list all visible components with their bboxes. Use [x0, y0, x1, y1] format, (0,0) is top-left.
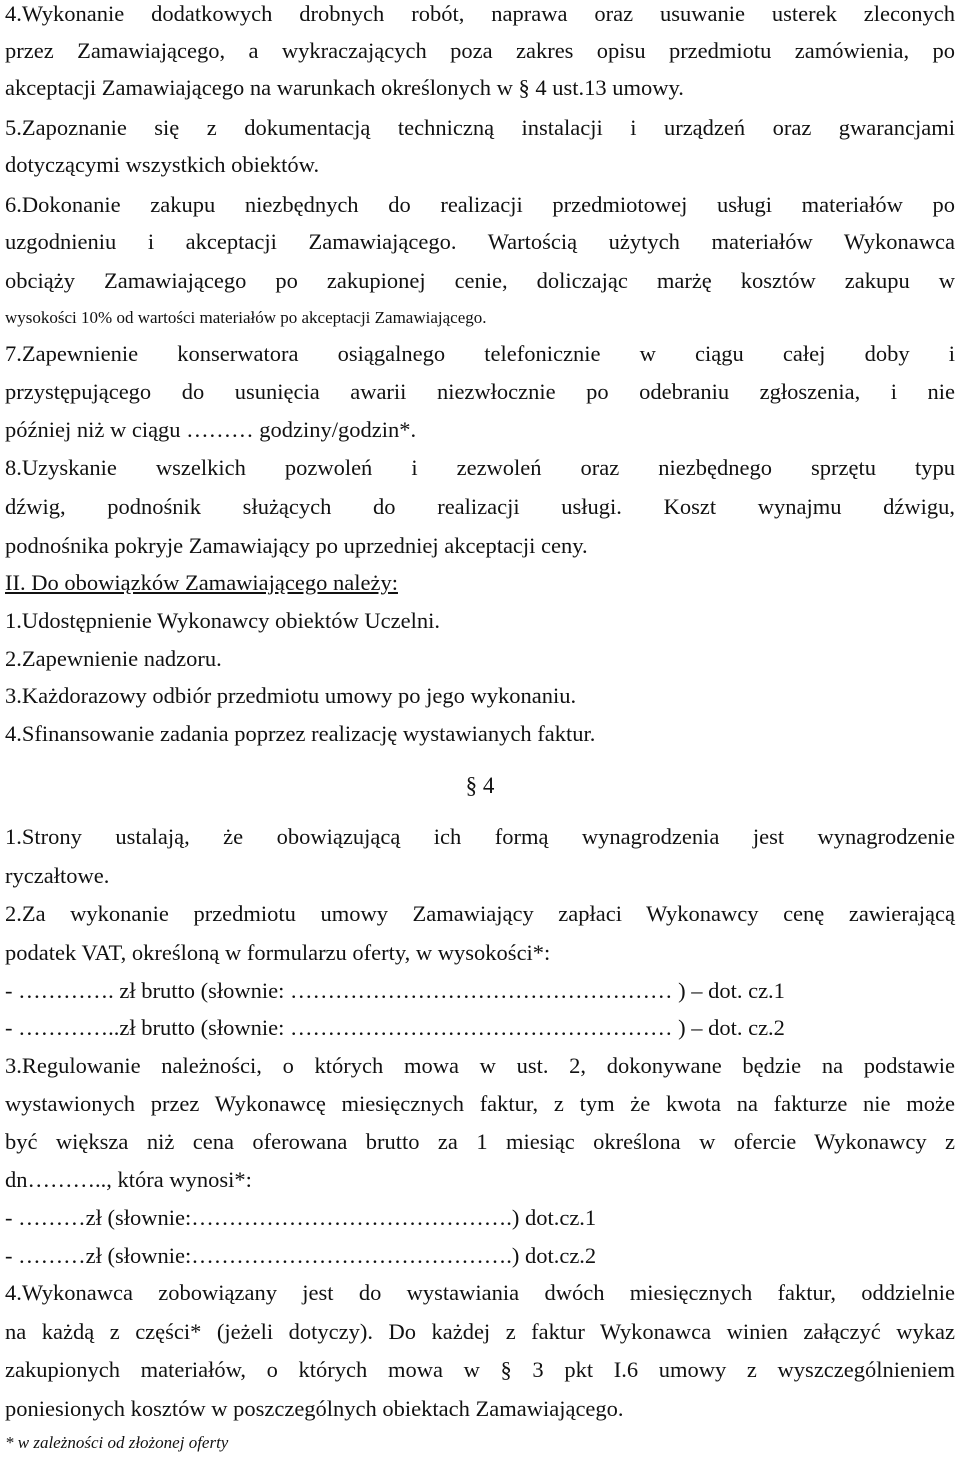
list-item: 1.Udostępnienie Wykonawcy obiektów Uczelni.	[5, 608, 440, 633]
text-line: 5.Zapoznanie się z dokumentacją techniczną instalacji i urządzeń oraz gwarancjami	[5, 115, 955, 140]
price-line: - …………. zł brutto (słownie: …………………………………………… ) – dot. cz.1	[5, 978, 785, 1003]
footnote: * w zależności od złożonej oferty	[5, 1433, 229, 1452]
text-line: 4.Wykonanie dodatkowych drobnych robót, naprawa oraz usuwanie usterek zleconych	[5, 1, 955, 26]
text-line: ryczałtowe.	[5, 863, 110, 888]
text-line: uzgodnieniu i akceptacji Zamawiającego. Wartością użytych materiałów Wykonawca	[5, 229, 955, 254]
text-line: 2.Za wykonanie przedmiotu umowy Zamawiający zapłaci Wykonawcy cenę zawierającą	[5, 901, 955, 926]
text-line: 6.Dokonanie zakupu niezbędnych do realizacji przedmiotowej usługi materiałów po	[5, 192, 955, 217]
list-item: 3.Każdorazowy odbiór przedmiotu umowy po jego wykonaniu.	[5, 683, 577, 708]
list-item: 2.Zapewnienie nadzoru.	[5, 646, 222, 671]
text-line: obciąży Zamawiającego po zakupionej cenie, doliczając marżę kosztów zakupu w	[5, 268, 955, 293]
text-line: poniesionych kosztów w poszczególnych obiektach Zamawiającego.	[5, 1396, 624, 1421]
text-line: dotyczącymi wszystkich obiektów.	[5, 152, 320, 177]
text-line: wysokości 10% od wartości materiałów po akceptacji Zamawiającego.	[5, 308, 487, 327]
list-item: 4.Sfinansowanie zadania poprzez realizację wystawianych faktur.	[5, 721, 596, 746]
text-line: później niż w ciągu ……… godziny/godzin*.	[5, 417, 417, 442]
text-line: na każdą z części* (jeżeli dotyczy). Do każdej z faktur Wykonawca winien załączyć wykaz	[5, 1319, 955, 1344]
price-line: - …………..zł brutto (słownie: …………………………………………… ) – dot. cz.2	[5, 1015, 785, 1040]
text-line: dźwig, podnośnik służących do realizacji usługi. Koszt wynajmu dźwigu,	[5, 494, 955, 519]
text-line: 1.Strony ustalają, że obowiązującą ich formą wynagrodzenia jest wynagrodzenie	[5, 824, 955, 849]
text-line: 4.Wykonawca zobowiązany jest do wystawiania dwóch miesięcznych faktur, oddzielnie	[5, 1280, 955, 1305]
section-heading: II. Do obowiązków Zamawiającego należy:	[5, 570, 398, 595]
text-line: 3.Regulowanie należności, o których mowa w ust. 2, dokonywane będzie na podstawie	[5, 1053, 955, 1078]
text-line: przez Zamawiającego, a wykraczających poza zakres opisu przedmiotu zamówienia, po	[5, 38, 955, 63]
text-line: dn……….., która wynosi*:	[5, 1167, 252, 1192]
text-line: przystępującego do usunięcia awarii niezwłocznie po odebraniu zgłoszenia, i nie	[5, 379, 955, 404]
text-line: być większa niż cena oferowana brutto za 1 miesiąc określona w ofercie Wykonawcy z	[5, 1129, 955, 1154]
text-line: podatek VAT, określoną w formularzu oferty, w wysokości*:	[5, 940, 551, 965]
text-line: podnośnika pokryje Zamawiający po uprzedniej akceptacji ceny.	[5, 533, 588, 558]
price-line: - ………zł (słownie:…………………………………….) dot.cz.1	[5, 1205, 597, 1230]
text-line: 7.Zapewnienie konserwatora osiągalnego telefonicznie w ciągu całej doby i	[5, 341, 955, 366]
text-line: zakupionych materiałów, o których mowa w § 3 pkt I.6 umowy z wyszczególnieniem	[5, 1357, 955, 1382]
text-line: wystawionych przez Wykonawcę miesięcznych faktur, z tym że kwota na fakturze nie może	[5, 1091, 955, 1116]
paragraph-heading: § 4	[465, 773, 495, 798]
text-line: 8.Uzyskanie wszelkich pozwoleń i zezwoleń oraz niezbędnego sprzętu typu	[5, 455, 955, 480]
price-line: - ………zł (słownie:…………………………………….) dot.cz.2	[5, 1243, 597, 1268]
text-line: akceptacji Zamawiającego na warunkach określonych w § 4 ust.13 umowy.	[5, 75, 684, 100]
